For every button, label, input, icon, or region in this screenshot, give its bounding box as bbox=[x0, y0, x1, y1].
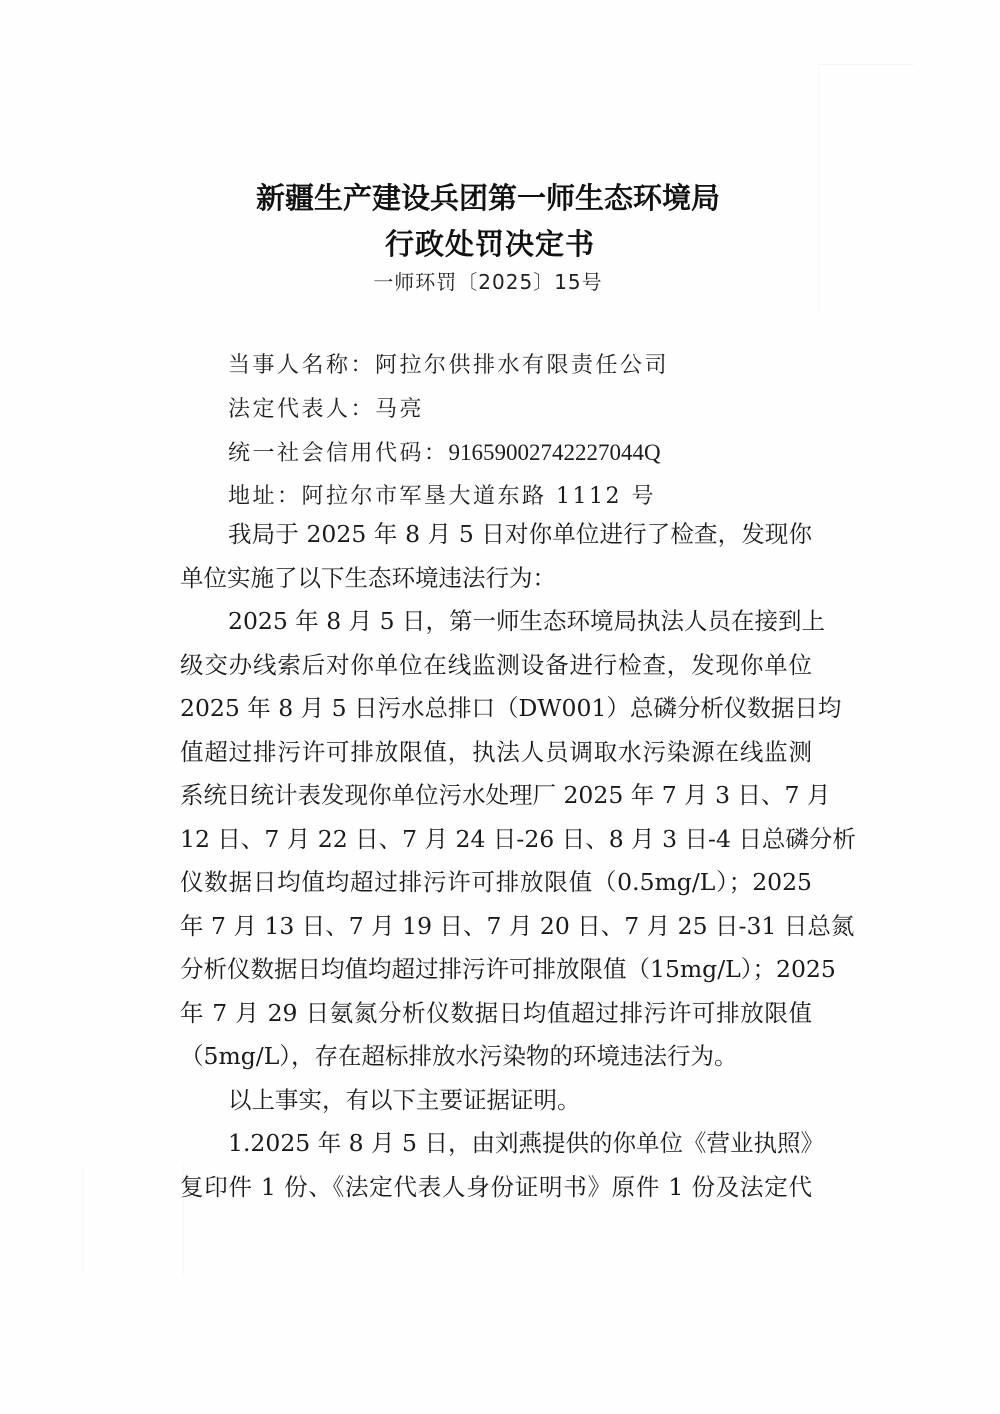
party-name-line bbox=[228, 348, 669, 379]
body-line: 年 7 月 29 日氨氮分析仪数据日均值超过排污许可排放限值 bbox=[180, 999, 812, 1027]
credit-code-value: 91659002742227044Q bbox=[448, 440, 661, 465]
body-line: 复印件 1 份、《法定代表人身份证明书》原件 1 份及法定代 bbox=[180, 1173, 812, 1201]
party-name-label: 当事人名称： bbox=[228, 353, 376, 378]
legal-representative-line bbox=[228, 392, 424, 423]
body-line: 我局于 2025 年 8 月 5 日对你单位进行了检查，发现你 bbox=[228, 520, 812, 548]
body-line: 仪数据日均值均超过排污许可排放限值（0.5mg/L）；2025 bbox=[180, 868, 812, 896]
body-line: 1.2025 年 8 月 5 日，由刘燕提供的你单位《营业执照》 bbox=[228, 1129, 824, 1157]
body-line: （5mg/L），存在超标排放水污染物的环境违法行为。 bbox=[180, 1042, 738, 1070]
credit-code-line bbox=[228, 436, 661, 467]
body-line: 以上事实，有以下主要证据证明。 bbox=[228, 1086, 581, 1114]
document-number: 一师环罚〔2025〕15号 bbox=[373, 270, 603, 294]
party-name-value: 阿拉尔供排水有限责任公司 bbox=[375, 353, 670, 378]
document-type-title: 行政处罚决定书 bbox=[384, 227, 595, 261]
body-line: 12 日、7 月 22 日、7 月 24 日-26 日、8 月 3 日-4 日总磷分析 bbox=[180, 825, 856, 853]
address-label: 地址： bbox=[228, 484, 302, 509]
body-line: 分析仪数据日均值均超过排污许可排放限值（15mg/L）；2025 bbox=[180, 955, 836, 983]
body-line: 2025 年 8 月 5 日污水总排口（DW001）总磷分析仪数据日均 bbox=[180, 694, 842, 722]
scan-bleed-mark bbox=[82, 1165, 184, 1275]
credit-code-label: 统一社会信用代码： bbox=[228, 441, 449, 466]
legal-rep-value: 马亮 bbox=[375, 397, 425, 422]
body-line: 值超过排污许可排放限值，执法人员调取水污染源在线监测 bbox=[180, 738, 812, 766]
issuer-title: 新疆生产建设兵团第一师生态环境局 bbox=[255, 181, 720, 215]
legal-rep-label: 法定代表人： bbox=[228, 397, 376, 422]
body-line: 级交办线索后对你单位在线监测设备进行检查，发现你单位 bbox=[180, 651, 812, 679]
address-line bbox=[228, 479, 656, 510]
body-line: 单位实施了以下生态环境违法行为： bbox=[180, 564, 556, 592]
body-line: 年 7 月 13 日、7 月 19 日、7 月 20 日、7 月 25 日-31 日总氮 bbox=[180, 912, 855, 940]
address-value: 阿拉尔市军垦大道东路 1112 号 bbox=[301, 484, 656, 509]
body-line: 2025 年 8 月 5 日，第一师生态环境局执法人员在接到上 bbox=[228, 607, 826, 635]
body-line: 系统日统计表发现你单位污水处理厂 2025 年 7 月 3 日、7 月 bbox=[180, 781, 831, 809]
